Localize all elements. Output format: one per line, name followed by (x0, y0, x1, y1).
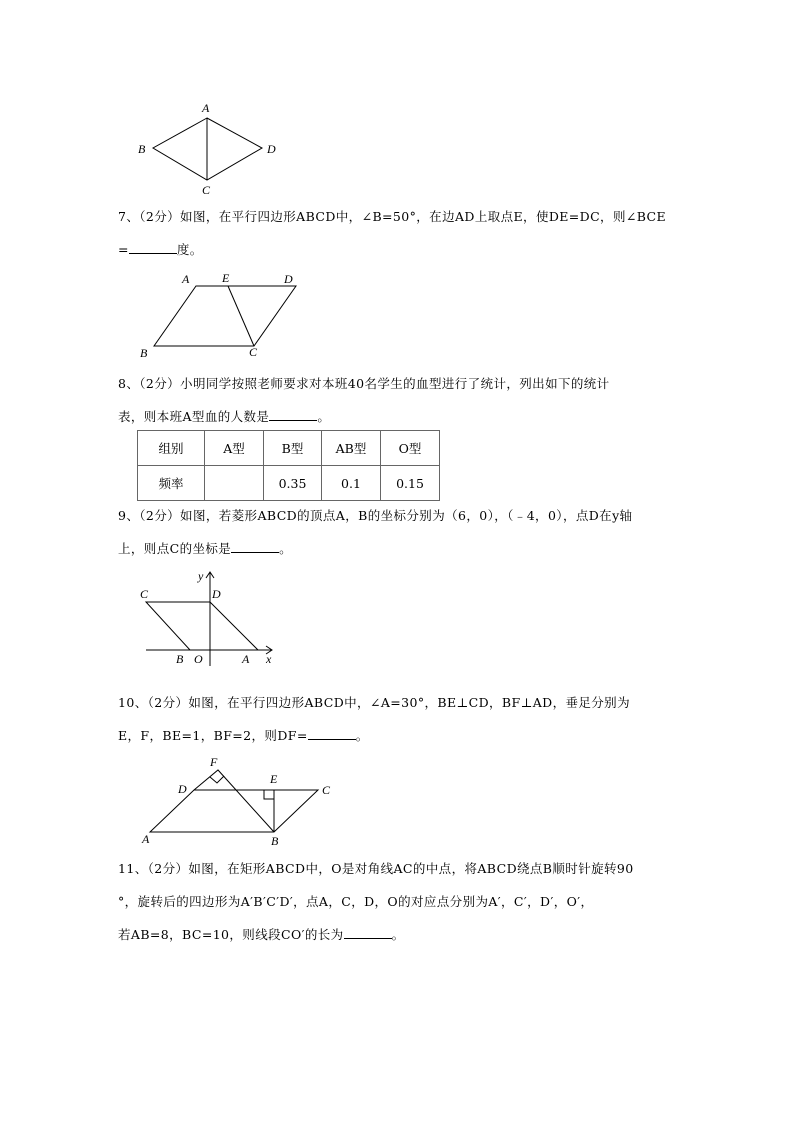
parallelogram-figure-q7 (134, 268, 314, 362)
segment-ec (228, 286, 254, 346)
label-e: E (270, 772, 278, 786)
table-cell: 0.15 (381, 466, 440, 501)
right-angle-e (264, 790, 274, 799)
label-c: C (249, 345, 258, 359)
table-cell: A型 (205, 431, 264, 466)
q7-eq: = (118, 242, 129, 257)
table-cell: AB型 (322, 431, 381, 466)
q11-text: 若AB=8，BC=10，则线段CO′的长为 (118, 927, 344, 942)
label-e: E (222, 271, 230, 285)
q10-line1: 10、（2分）如图，在平行四边形ABCD中，∠A=30°，BE⊥CD，BF⊥AD，垂足分别为 (118, 695, 630, 710)
q9-end: 。 (279, 541, 293, 556)
q8-line1: 8、（2分）小明同学按照老师要求对本班40名学生的血型进行了统计，列出如下的统计 (118, 376, 610, 391)
q8-line2 (118, 400, 678, 433)
label-d: D (212, 587, 221, 601)
label-a: A (182, 272, 190, 286)
table-cell: 组别 (138, 431, 205, 466)
label-y: y (198, 569, 204, 583)
question-7 (118, 200, 678, 266)
question-11 (118, 852, 678, 951)
q7-answer-blank[interactable] (129, 243, 177, 254)
blood-type-table (137, 430, 440, 501)
q8-text: 表，则本班A型血的人数是 (118, 409, 270, 424)
q10-line2 (118, 719, 678, 752)
label-b: B (140, 346, 148, 360)
q9-answer-blank[interactable] (231, 542, 279, 553)
label-x: x (266, 652, 272, 666)
question-10 (118, 686, 678, 752)
q7-line1: 7、（2分）如图，在平行四边形ABCD中，∠B=50°，在边AD上取点E，使DE=DC，则∠BCE (118, 209, 667, 224)
table-cell: 0.1 (322, 466, 381, 501)
q9-line2 (118, 532, 678, 565)
question-8 (118, 367, 678, 433)
q7-line2 (118, 233, 678, 266)
rhombus-coordinate-figure-q9 (134, 566, 284, 670)
table-cell: B型 (264, 431, 322, 466)
q8-answer-blank[interactable] (269, 410, 317, 421)
table-row (138, 466, 440, 501)
parallelogram-figure-q10 (138, 756, 338, 848)
rhombus-outline (146, 602, 258, 650)
label-d: D (267, 142, 276, 156)
right-angle-f (210, 776, 224, 783)
table-cell: 0.35 (264, 466, 322, 501)
rhombus-figure-q6 (130, 96, 290, 200)
q9-line1: 9、（2分）如图，若菱形ABCD的顶点A，B的坐标分别为（6，0），（﹣4，0），点D在y轴 (118, 508, 633, 523)
q11-line1: 11、（2分）如图，在矩形ABCD中，O是对角线AC的中点，将ABCD绕点B顺时针旋转90 (118, 861, 634, 876)
label-b: B (176, 652, 184, 666)
label-c: C (140, 587, 149, 601)
table-cell: O型 (381, 431, 440, 466)
q11-line2: °，旋转后的四边形为A′B′C′D′，点A，C，D，O的对应点分别为A′，C′，D′，O′， (118, 894, 594, 909)
parallelogram-outline (154, 286, 296, 346)
label-d: D (284, 272, 293, 286)
label-c: C (322, 783, 331, 797)
q10-end: 。 (355, 728, 369, 743)
label-b: B (138, 142, 146, 156)
label-b: B (271, 834, 279, 848)
segment-bfd (194, 770, 274, 832)
label-d: D (178, 782, 187, 796)
table-cell (205, 466, 264, 501)
q7-unit: 度。 (176, 242, 203, 257)
label-a: A (142, 832, 150, 846)
table-header-row (138, 431, 440, 466)
label-o: O (194, 652, 203, 666)
q11-end: 。 (391, 927, 405, 942)
q11-answer-blank[interactable] (344, 928, 392, 939)
q11-line3 (118, 918, 678, 951)
label-a: A (202, 101, 210, 115)
table-cell: 频率 (138, 466, 205, 501)
label-f: F (210, 756, 218, 769)
label-c: C (202, 183, 211, 197)
q9-text: 上，则点C的坐标是 (118, 541, 232, 556)
q10-answer-blank[interactable] (308, 729, 356, 740)
question-9 (118, 499, 678, 565)
q8-end: 。 (317, 409, 331, 424)
q10-text: E，F，BE=1，BF=2，则DF= (118, 728, 308, 743)
label-a: A (242, 652, 250, 666)
parallelogram-outline (150, 790, 318, 832)
